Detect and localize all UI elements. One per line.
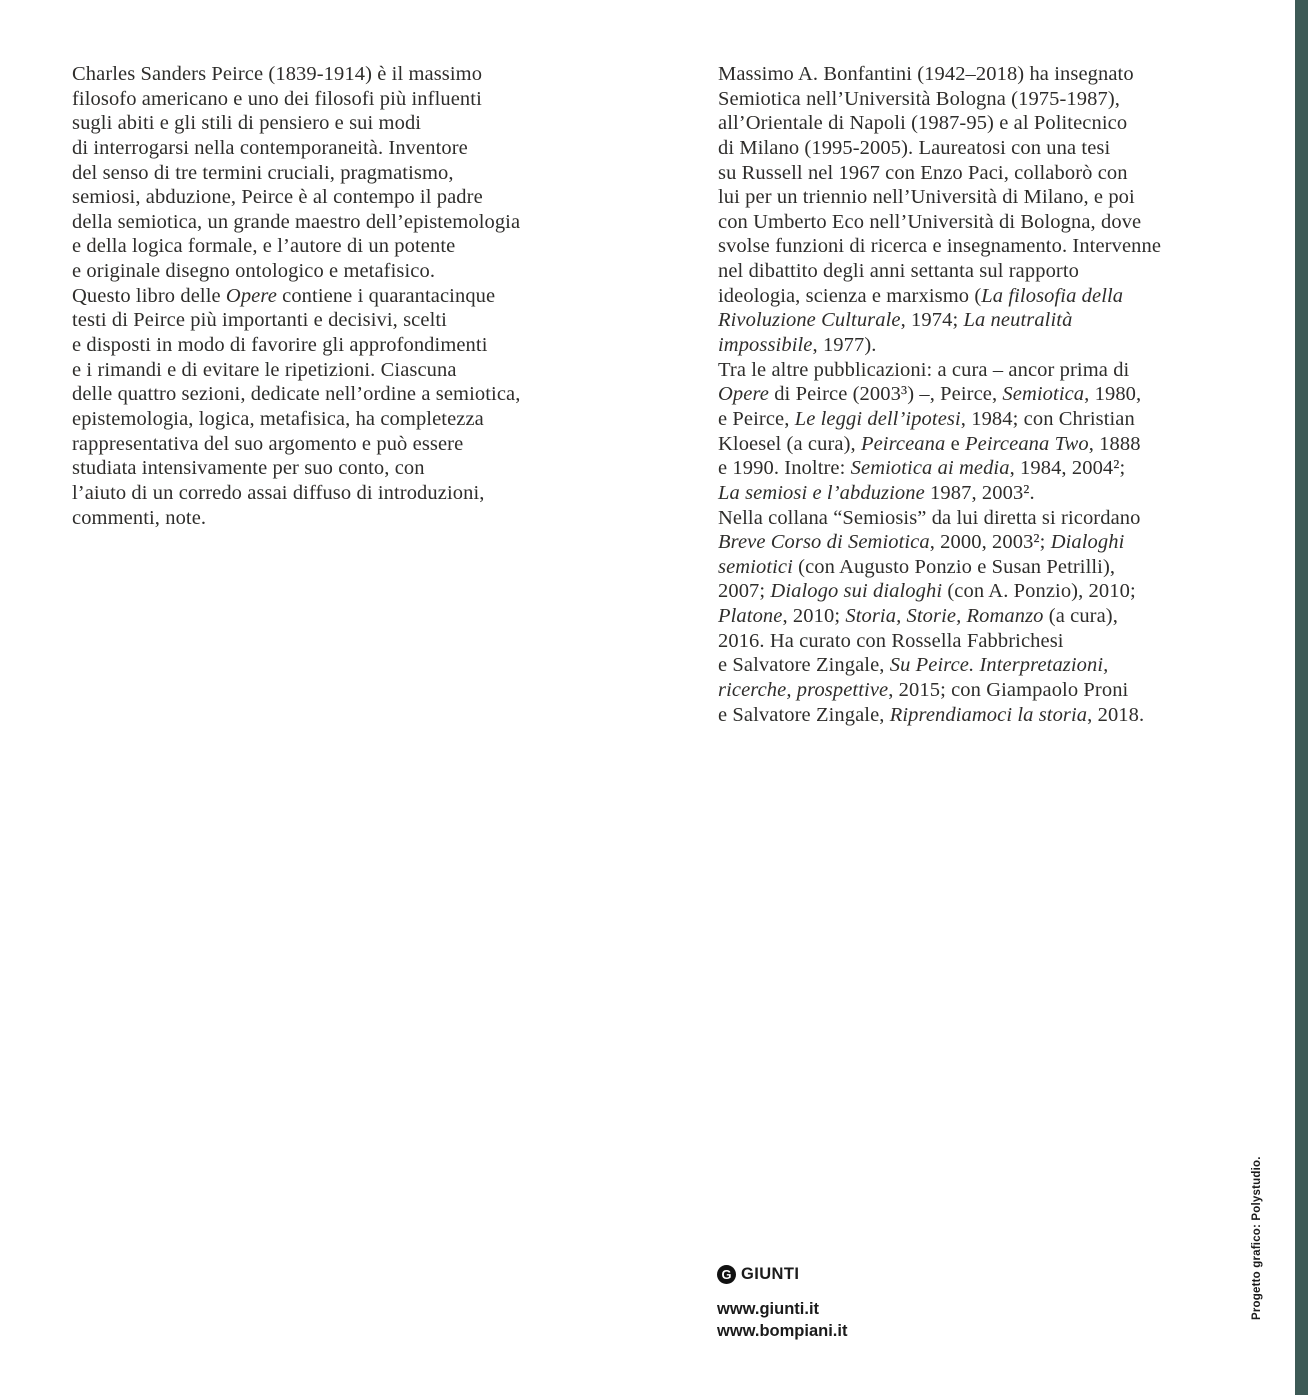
giunti-logo [717, 1264, 847, 1284]
peirce-bio-paragraph [72, 62, 632, 530]
text-line: 2016. Ha curato con Rossella Fabbrichesi [718, 629, 1064, 652]
text-line: Charles Sanders Peirce (1839-1914) è il massimo [72, 63, 483, 85]
text-line: testi di Peirce più importanti e decisivi, scelti [72, 309, 447, 332]
text-line: delle quattro sezioni, dedicate nell’ordine a semiotica, [72, 383, 521, 406]
text-line: del senso di tre termini cruciali, pragmatismo, [72, 161, 454, 184]
text-line: sugli abiti e gli stili di pensiero e sui modi [72, 112, 422, 135]
text-line: Semiotica nell’Università Bologna (1975-1987), [718, 87, 1120, 110]
text-line: Rivoluzione Culturale, 1974; La neutralità [718, 309, 1073, 332]
text-line: Questo libro delle Opere contiene i quarantacinque [72, 284, 496, 307]
text-line: di interrogarsi nella contemporaneità. Inventore [72, 136, 468, 159]
text-line: e 1990. Inoltre: Semiotica ai media, 1984, 2004²; [718, 457, 1126, 480]
text-line: all’Orientale di Napoli (1987-95) e al Politecnico [718, 112, 1128, 135]
text-line: impossibile, 1977). [718, 334, 877, 357]
text-line: semiotici (con Augusto Ponzio e Susan Petrilli), [718, 555, 1116, 578]
text-line: di Milano (1995-2005). Laureatosi con una tesi [718, 136, 1111, 159]
text-line: ricerche, prospettive, 2015; con Giampaolo Proni [718, 679, 1129, 702]
text-line: epistemologia, logica, metafisica, ha completezza [72, 407, 484, 430]
text-line: rappresentativa del suo argomento e può essere [72, 432, 464, 455]
url-bompiani: www.bompiani.it [717, 1322, 848, 1340]
text-line: La semiosi e l’abduzione 1987, 2003². [718, 481, 1035, 504]
text-line: e i rimandi e di evitare le ripetizioni. Ciascuna [72, 358, 457, 381]
text-line: nel dibattito degli anni settanta sul rapporto [718, 260, 1079, 283]
text-line: della semiotica, un grande maestro dell’epistemologia [72, 210, 521, 233]
text-line: e della logica formale, e l’autore di un potente [72, 235, 456, 258]
text-line: e disposti in modo di favorire gli approfondimenti [72, 334, 488, 357]
text-line: lui per un triennio nell’Università di Milano, e poi [718, 186, 1135, 209]
text-line: Opere di Peirce (2003³) –, Peirce, Semiotica, 1980, [718, 383, 1142, 406]
text-line: Breve Corso di Semiotica, 2000, 2003²; Dialoghi [718, 531, 1125, 554]
text-line: l’aiuto di un corredo assai diffuso di introduzioni, [72, 481, 485, 504]
design-credit: Progetto grafico: Polystudio. [1251, 1156, 1263, 1320]
text-line: Tra le altre pubblicazioni: a cura – ancor prima di [718, 358, 1130, 381]
text-line: con Umberto Eco nell’Università di Bologna, dove [718, 210, 1142, 233]
text-line: ideologia, scienza e marxismo (La filosofia della [718, 284, 1124, 307]
text-line: Nella collana “Semiosis” da lui diretta si ricordano [718, 506, 1141, 529]
text-line: Kloesel (a cura), Peirceana e Peirceana Two, 1888 [718, 432, 1141, 455]
svg-text:G: G [721, 1266, 732, 1282]
text-line: filosofo americano e uno dei filosofi più influenti [72, 87, 482, 110]
text-line: commenti, note. [72, 506, 207, 529]
text-line: e Salvatore Zingale, Riprendiamoci la storia, 2018. [718, 703, 1145, 726]
text-line: Platone, 2010; Storia, Storie, Romanzo (a cura), [718, 605, 1118, 628]
text-line: e originale disegno ontologico e metafisico. [72, 260, 436, 283]
text-line: 2007; Dialogo sui dialoghi (con A. Ponzio), 2010; [718, 580, 1136, 603]
text-line: svolse funzioni di ricerca e insegnamento. Intervenne [718, 235, 1162, 258]
bonfantini-bio-paragraph [718, 62, 1258, 727]
text-line: e Peirce, Le leggi dell’ipotesi, 1984; con Christian [718, 407, 1135, 430]
url-giunti: www.giunti.it [717, 1300, 820, 1318]
text-line: e Salvatore Zingale, Su Peirce. Interpretazioni, [718, 654, 1109, 677]
spine-stripe [1295, 0, 1308, 1395]
text-line: su Russell nel 1967 con Enzo Paci, collaborò con [718, 161, 1128, 184]
text-line: studiata intensivamente per suo conto, con [72, 457, 425, 480]
text-line: Massimo A. Bonfantini (1942–2018) ha insegnato [718, 63, 1134, 85]
giunti-wordmark: GIUNTI [741, 1264, 800, 1283]
publisher-block [717, 1264, 847, 1342]
giunti-g-icon [717, 1265, 736, 1284]
text-line: semiosi, abduzione, Peirce è al contempo il padre [72, 186, 483, 209]
